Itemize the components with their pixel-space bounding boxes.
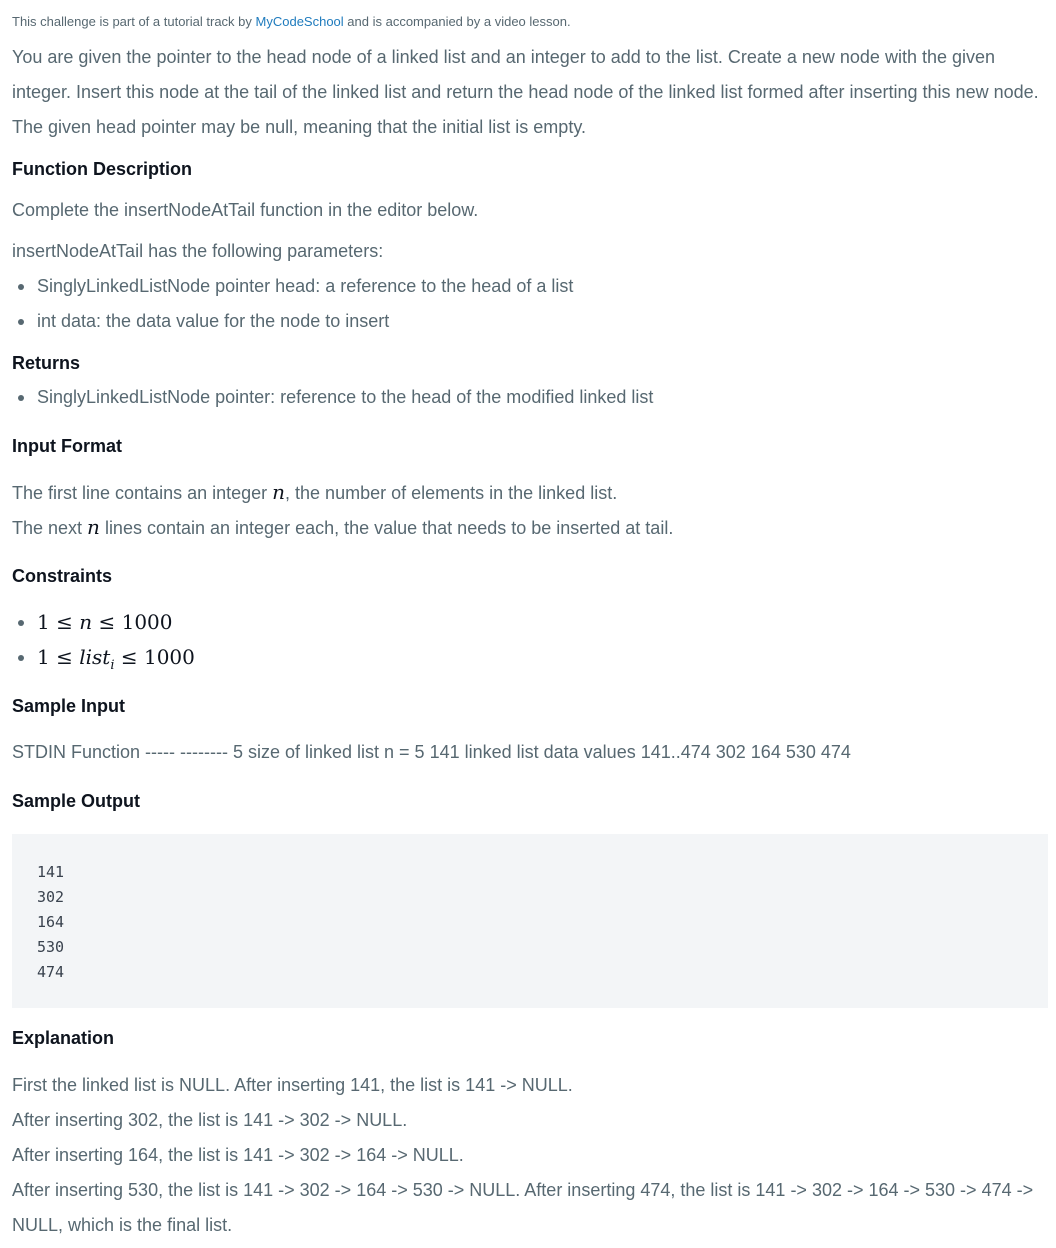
- parameters-intro: insertNodeAtTail has the following parameters:: [12, 241, 384, 261]
- constraints-list: [12, 605, 195, 675]
- list-item: SinglyLinkedListNode pointer head: a reference to the head of a list: [12, 269, 573, 304]
- returns-heading: Returns: [12, 353, 81, 373]
- input-format-heading: Input Format: [12, 436, 122, 456]
- returns-list: [12, 380, 653, 415]
- list-item: SinglyLinkedListNode pointer: reference to the head of the modified linked list: [12, 380, 653, 415]
- list-item: [12, 640, 195, 675]
- constraints-heading: Constraints: [12, 566, 113, 586]
- list-item: [12, 605, 195, 640]
- tutorial-note: [12, 14, 571, 29]
- parameters-list: [12, 269, 573, 339]
- sample-input-heading: Sample Input: [12, 696, 126, 716]
- list-item: int data: the data value for the node to insert: [12, 304, 573, 339]
- math-variable: n: [272, 480, 286, 504]
- code-line: 530: [37, 938, 65, 956]
- bullet-icon: [18, 655, 24, 661]
- code-line: 474: [37, 963, 65, 981]
- constraint-n: 1 ≤ n ≤ 1000: [37, 610, 173, 634]
- problem-description: You are given the pointer to the head node of a linked list and an integer to add to the list. Create a new node with the given integer. Insert this node at the tail of the linked list and return the head node of the linked list formed after inserting this new node. The given head pointer may be null, meaning that the initial list is empty.: [12, 47, 1039, 137]
- mycodeschool-link[interactable]: MyCodeSchool: [255, 14, 344, 29]
- function-description-text: Complete the insertNodeAtTail function in the editor below.: [12, 200, 479, 220]
- input-format-line-1: The first line contains an integer n, the number of elements in the linked list.: [12, 480, 618, 504]
- explanation-line-1: First the linked list is NULL. After inserting 141, the list is 141 -> NULL.: [12, 1075, 573, 1095]
- sample-output-code-block: [12, 834, 1048, 1008]
- constraint-list: 1 ≤ list$_i$ ≤ 1000: [37, 645, 195, 673]
- explanation-heading: Explanation: [12, 1028, 115, 1048]
- input-format-line-2: The next n lines contain an integer each, the value that needs to be inserted at tail.: [12, 515, 674, 539]
- sample-output-heading: Sample Output: [12, 791, 141, 811]
- bullet-icon: [18, 319, 24, 325]
- code-line: 164: [37, 913, 65, 931]
- explanation-line-4: After inserting 530, the list is 141 -> 302 -> 164 -> 530 -> NULL. After inserting 474, the list is 141 -> 302 -> 164 -> 530 -> 474 -> NULL, which is the final list.: [12, 1180, 1034, 1235]
- explanation-line-2: After inserting 302, the list is 141 -> 302 -> NULL.: [12, 1110, 408, 1130]
- code-line: 302: [37, 888, 65, 906]
- explanation-line-3: After inserting 164, the list is 141 -> 302 -> 164 -> NULL.: [12, 1145, 464, 1165]
- code-line: 141: [37, 863, 65, 881]
- math-variable: n: [87, 515, 100, 539]
- sample-input-text: STDIN Function ----- -------- 5 size of linked list n = 5 141 linked list data values 141..474 302 164 530 474: [12, 742, 851, 762]
- bullet-icon: [18, 620, 24, 626]
- bullet-icon: [18, 284, 24, 290]
- tutorial-note-suffix: and is accompanied by a video lesson.: [343, 14, 571, 29]
- tutorial-note-prefix: This challenge is part of a tutorial track by: [12, 14, 256, 29]
- function-description-heading: Function Description: [12, 159, 192, 179]
- bullet-icon: [18, 395, 24, 401]
